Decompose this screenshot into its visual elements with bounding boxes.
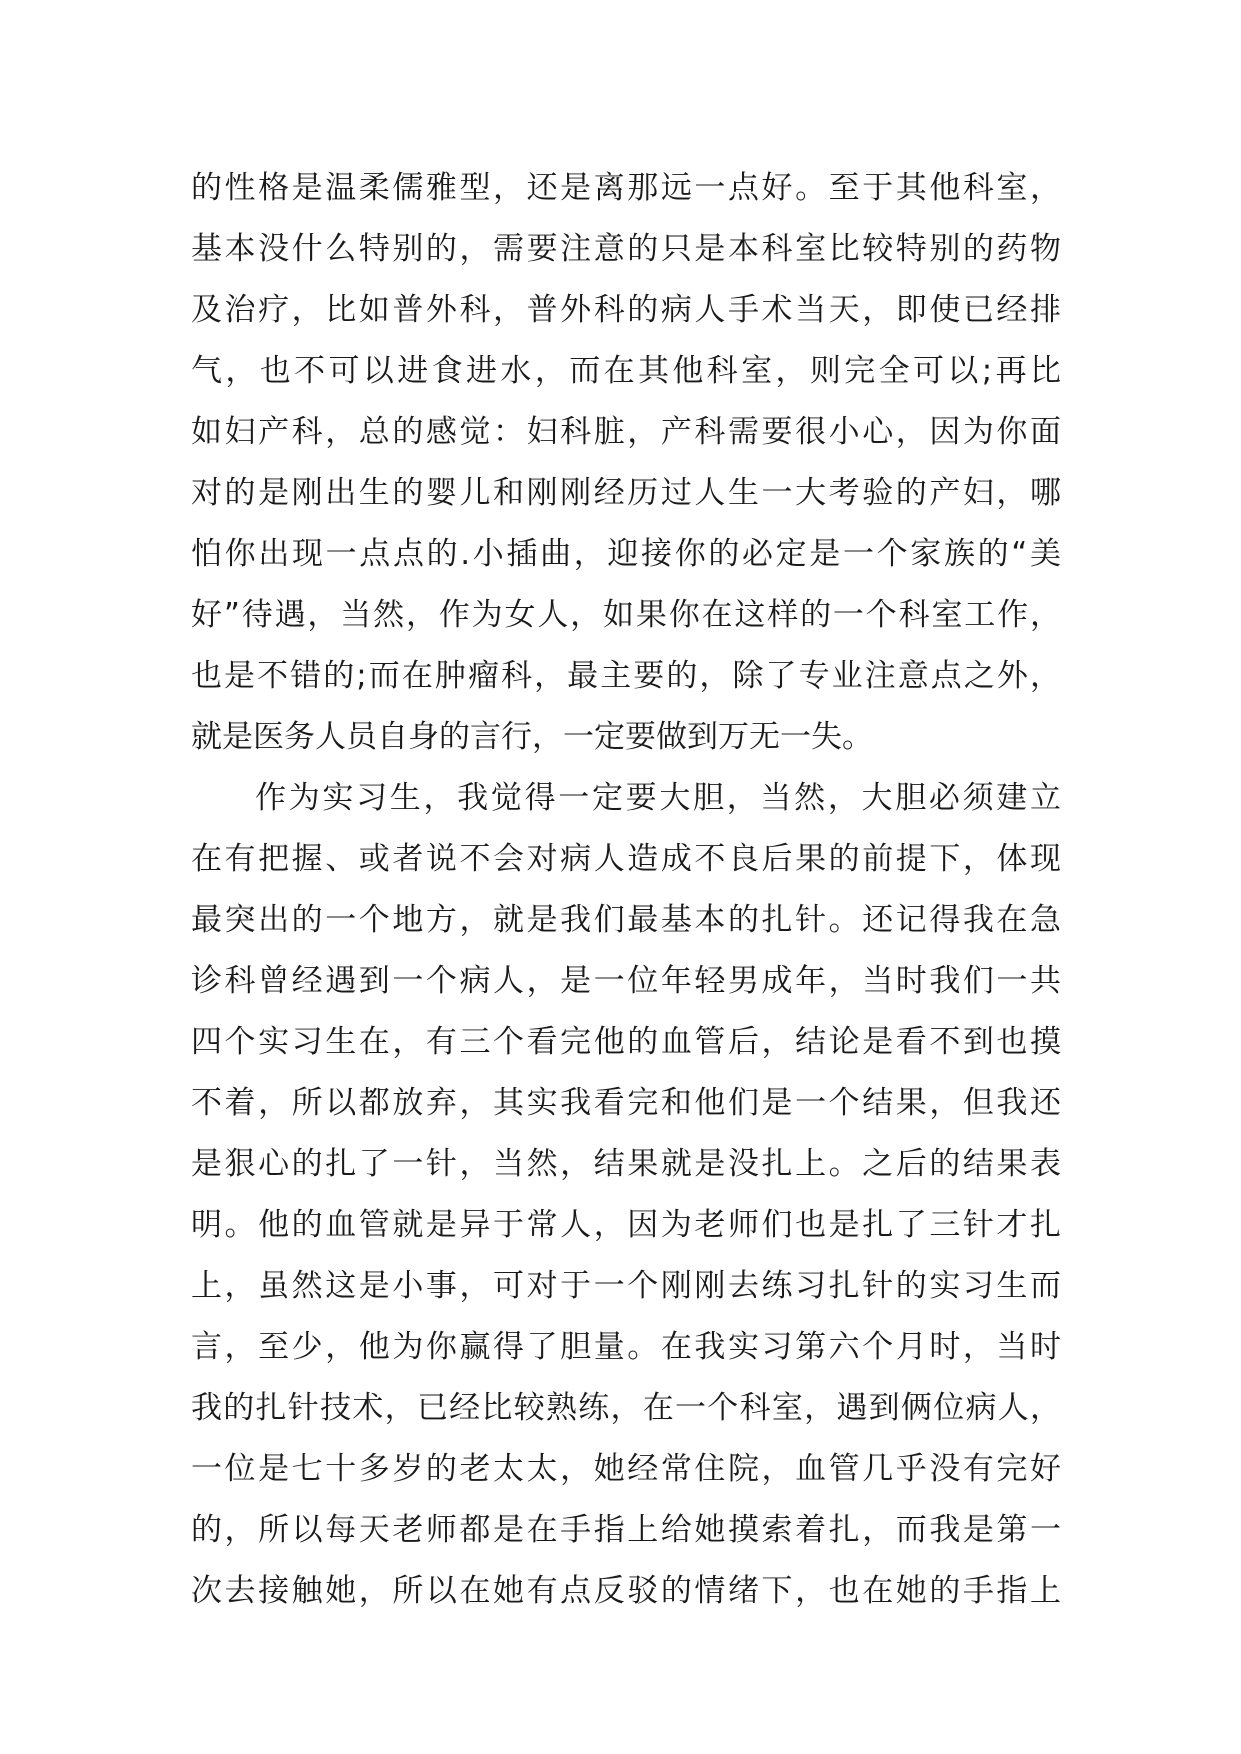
text-line: 作为实习生，我觉得一定要大胆，当然，大胆必须建立 [255, 780, 1061, 816]
text-line: 言，至少，他为你赢得了胆量。在我实习第六个月时，当时 [191, 1329, 1061, 1365]
text-line: 次去接触她，所以在她有点反驳的情绪下，也在她的手指上 [191, 1573, 1061, 1609]
text-line: 对的是刚出生的婴儿和刚刚经历过人生一大考验的产妇，哪 [191, 475, 1061, 511]
text-line: 不着，所以都放弃，其实我看完和他们是一个结果，但我还 [191, 1085, 1061, 1121]
text-line: 就是医务人员自身的言行，一定要做到万无一失。 [191, 719, 873, 755]
text-line: 基本没什么特别的，需要注意的只是本科室比较特别的药物 [191, 231, 1061, 267]
text-line: 的，所以每天老师都是在手指上给她摸索着扎，而我是第一 [191, 1512, 1061, 1548]
text-line: 是狠心的扎了一针，当然，结果就是没扎上。之后的结果表 [191, 1146, 1061, 1182]
text-line: 一位是七十多岁的老太太，她经常住院，血管几乎没有完好 [191, 1451, 1061, 1487]
text-line: 及治疗，比如普外科，普外科的病人手术当天，即使已经排 [191, 292, 1061, 328]
body-text [191, 158, 1061, 1622]
text-line: 明。他的血管就是异于常人，因为老师们也是扎了三针才扎 [191, 1207, 1061, 1243]
text-line: 我的扎针技术，已经比较熟练，在一个科室，遇到俩位病人， [191, 1390, 1061, 1426]
text-line: 好”待遇，当然，作为女人，如果你在这样的一个科室工作， [191, 597, 1061, 633]
text-line: 的性格是温柔儒雅型，还是离那远一点好。至于其他科室， [191, 170, 1061, 206]
text-line: 在有把握、或者说不会对病人造成不良后果的前提下，体现 [191, 841, 1061, 877]
text-line: 最突出的一个地方，就是我们最基本的扎针。还记得我在急 [191, 902, 1061, 938]
text-line: 诊科曾经遇到一个病人，是一位年轻男成年，当时我们一共 [191, 963, 1061, 999]
text-line: 四个实习生在，有三个看完他的血管后，结论是看不到也摸 [191, 1024, 1061, 1060]
text-line: 也是不错的;而在肿瘤科，最主要的，除了专业注意点之外， [191, 658, 1061, 694]
text-line: 气，也不可以进食进水，而在其他科室，则完全可以;再比 [191, 353, 1061, 389]
text-line: 上，虽然这是小事，可对于一个刚刚去练习扎针的实习生而 [191, 1268, 1061, 1304]
text-line: 怕你出现一点点的.小插曲，迎接你的必定是一个家族的“美 [191, 536, 1061, 572]
text-line: 如妇产科，总的感觉：妇科脏，产科需要很小心，因为你面 [191, 414, 1061, 450]
